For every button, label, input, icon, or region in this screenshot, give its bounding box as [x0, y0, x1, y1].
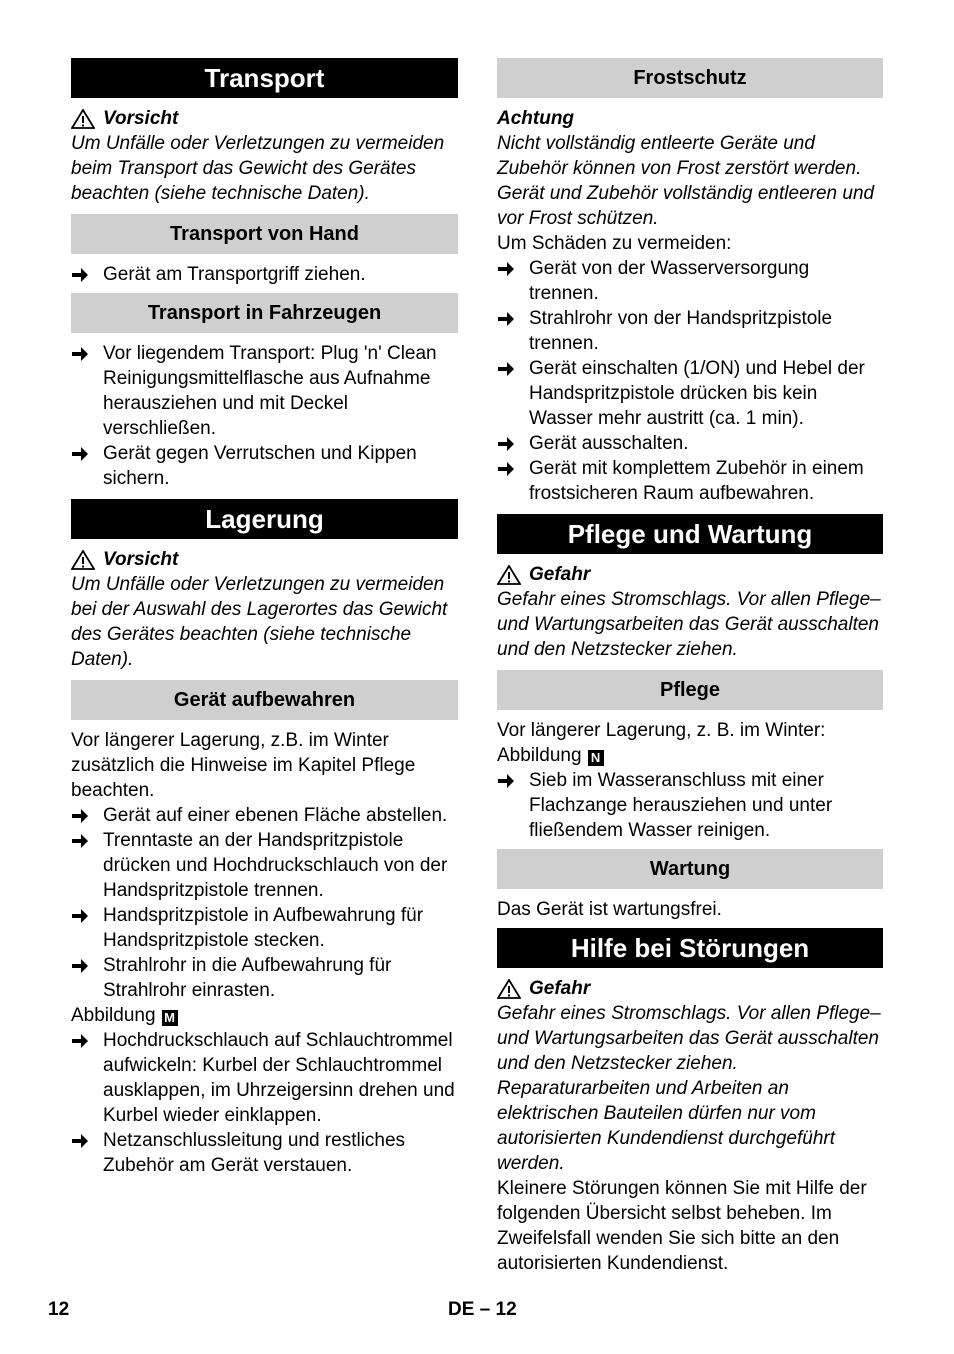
- warning-triangle-icon: [71, 550, 95, 570]
- figure-reference: Abbildung N: [497, 743, 883, 768]
- arrow-right-icon: [71, 441, 103, 491]
- section-heading-care-maintenance: Pflege und Wartung: [497, 514, 883, 554]
- arrow-right-icon: [71, 341, 103, 441]
- figure-letter-badge: M: [162, 1010, 178, 1026]
- list-item: Strahlrohr in die Aufbewahrung für Strahlrohr einrasten.: [71, 953, 458, 1003]
- page-number: 12: [48, 1299, 70, 1320]
- paragraph: Vor längerer Lagerung, z.B. im Winter zusätzlich die Hinweise im Kapitel Pflege beachten.: [71, 730, 416, 801]
- list-item: Gerät von der Wasserversorgung trennen.: [497, 256, 883, 306]
- paragraph: Vor längerer Lagerung, z. B. im Winter:: [497, 720, 826, 741]
- section-heading-transport: Transport: [71, 58, 458, 98]
- arrow-right-icon: [71, 828, 103, 903]
- page-label: DE – 12: [448, 1299, 517, 1320]
- arrow-right-icon: [497, 456, 529, 506]
- caution-title: Vorsicht: [71, 106, 458, 131]
- list-item: Gerät ausschalten.: [497, 431, 883, 456]
- list-item: Trenntaste an der Handspritzpistole drücken und Hochdruckschlauch von der Handspritzpistole trennen.: [71, 828, 458, 903]
- arrow-right-icon: [497, 306, 529, 356]
- arrow-right-icon: [71, 1128, 103, 1178]
- danger-text: Gefahr eines Stromschlags. Vor allen Pflege– und Wartungsarbeiten das Gerät ausschalten und den Netzstecker ziehen. Reparaturarbeiten und Arbeiten an elektrischen Bauteilen dürfen nur vom autorisierten Kundendienst durchgeführt werden.: [497, 1003, 881, 1174]
- arrow-right-icon: [71, 1028, 103, 1128]
- figure-letter-badge: N: [588, 750, 604, 766]
- list-item: Vor liegendem Transport: Plug 'n' Clean Reinigungsmittelflasche aus Aufnahme herausziehen und mit Deckel verschließen.: [71, 341, 458, 441]
- list-item: Strahlrohr von der Handspritzpistole trennen.: [497, 306, 883, 356]
- paragraph: Um Schäden zu vermeiden:: [497, 233, 732, 254]
- arrow-right-icon: [71, 953, 103, 1003]
- arrow-right-icon: [497, 356, 529, 431]
- danger-title: Gefahr: [497, 976, 883, 1001]
- figure-reference: Abbildung M: [71, 1003, 458, 1028]
- list-item: Netzanschlussleitung und restliches Zubehör am Gerät verstauen.: [71, 1128, 458, 1178]
- left-column: [71, 58, 458, 1178]
- section-heading-troubleshooting: Hilfe bei Störungen: [497, 928, 883, 968]
- subheading-store-device: Gerät aufbewahren: [71, 680, 458, 720]
- arrow-right-icon: [71, 262, 103, 287]
- attention-text: Nicht vollständig entleerte Geräte und Zubehör können von Frost zerstört werden. Gerät und Zubehör vollständig entleeren und vor Frost schützen.: [497, 133, 875, 229]
- list-item: Gerät auf einer ebenen Fläche abstellen.: [71, 803, 458, 828]
- subheading-transport-by-hand: Transport von Hand: [71, 214, 458, 254]
- warning-triangle-icon: [71, 109, 95, 129]
- arrow-right-icon: [71, 903, 103, 953]
- subheading-maintenance: Wartung: [497, 849, 883, 889]
- section-heading-storage: Lagerung: [71, 499, 458, 539]
- subheading-frost-protection: Frostschutz: [497, 58, 883, 98]
- list-item: Gerät mit komplettem Zubehör in einem frostsicheren Raum aufbewahren.: [497, 456, 883, 506]
- caution-title: Vorsicht: [71, 547, 458, 572]
- arrow-right-icon: [497, 431, 529, 456]
- paragraph: Kleinere Störungen können Sie mit Hilfe der folgenden Übersicht selbst beheben. Im Zweifelsfall wenden Sie sich bitte an den autorisierten Kundendienst.: [497, 1178, 867, 1274]
- list-item: Sieb im Wasseranschluss mit einer Flachzange herausziehen und unter fließendem Wasser reinigen.: [497, 768, 883, 843]
- list-item: Gerät gegen Verrutschen und Kippen sichern.: [71, 441, 458, 491]
- attention-title: Achtung: [497, 108, 575, 129]
- right-column: [497, 58, 883, 1276]
- caution-text: Um Unfälle oder Verletzungen zu vermeiden bei der Auswahl des Lagerortes das Gewicht des Gerätes beachten (siehe technische Daten).: [71, 574, 448, 670]
- danger-text: Gefahr eines Stromschlags. Vor allen Pflege– und Wartungsarbeiten das Gerät ausschalten und den Netzstecker ziehen.: [497, 589, 881, 660]
- list-item: Gerät einschalten (1/ON) und Hebel der Handspritzpistole drücken bis kein Wasser mehr austritt (ca. 1 min).: [497, 356, 883, 431]
- arrow-right-icon: [497, 768, 529, 843]
- list-item: Hochdruckschlauch auf Schlauchtrommel aufwickeln: Kurbel der Schlauchtrommel ausklappen, im Uhrzeigersinn drehen und Kurbel wieder einklappen.: [71, 1028, 458, 1128]
- subheading-care: Pflege: [497, 670, 883, 710]
- danger-title: Gefahr: [497, 562, 883, 587]
- warning-triangle-icon: [497, 565, 521, 585]
- arrow-right-icon: [497, 256, 529, 306]
- paragraph: Das Gerät ist wartungsfrei.: [497, 899, 722, 920]
- subheading-transport-in-vehicles: Transport in Fahrzeugen: [71, 293, 458, 333]
- list-item: Gerät am Transportgriff ziehen.: [71, 262, 458, 287]
- arrow-right-icon: [71, 803, 103, 828]
- warning-triangle-icon: [497, 979, 521, 999]
- caution-text: Um Unfälle oder Verletzungen zu vermeiden beim Transport das Gewicht des Gerätes beachten (siehe technische Daten).: [71, 133, 445, 204]
- list-item: Handspritzpistole in Aufbewahrung für Handspritzpistole stecken.: [71, 903, 458, 953]
